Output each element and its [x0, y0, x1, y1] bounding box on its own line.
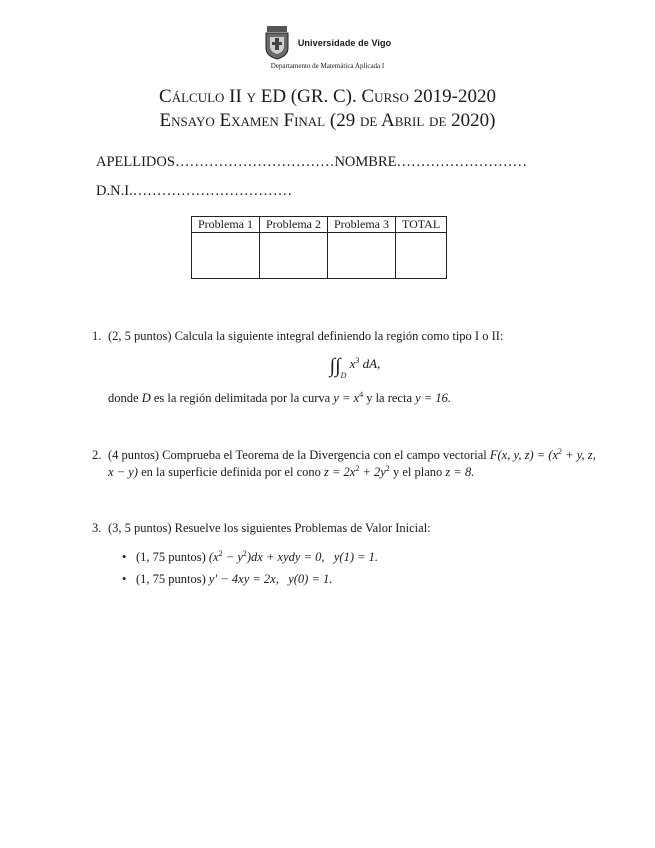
grades-header-problema-3: Problema 3 — [328, 217, 396, 233]
problem-number: 3. — [92, 521, 102, 535]
problem-statement: Resuelve los siguientes Problemas de Valor Inicial: — [174, 521, 431, 535]
score-cell-problema-1 — [192, 233, 260, 279]
problem-2 — [92, 447, 602, 481]
dni-label: D.N.I. — [96, 183, 133, 199]
nombre-label: NOMBRE — [334, 154, 397, 170]
problem-number: 2. — [92, 448, 102, 462]
dni-blank: …………………………… — [132, 183, 293, 199]
double-integral-formula: $\int\int_D$ $x^3$ dA, — [329, 355, 381, 380]
score-cell-problema-2 — [260, 233, 328, 279]
double-integral-symbol: $\int\int_D$ — [329, 355, 347, 380]
problem-points: (2, 5 puntos) — [108, 329, 172, 343]
score-cell-problema-3 — [328, 233, 396, 279]
bullet-icon: • — [122, 550, 127, 564]
nombre-blank: ……………………… — [396, 154, 527, 170]
university-crest-icon — [264, 26, 290, 60]
bullet-icon: • — [122, 572, 127, 586]
department-name: Departamento de Matemática Aplicada I — [270, 62, 385, 70]
problem-3 — [92, 520, 602, 593]
apellidos-blank: …………………………… — [174, 154, 335, 170]
problem-region-description: donde D es la región delimitada por la curva $y = x^4$ y la recta y = 16. — [108, 390, 451, 405]
grades-table — [191, 216, 447, 279]
ivp-list — [108, 549, 602, 588]
list-item: • (1, 75 puntos) $(x^2 - y^2)dx$ + xydy = 0, y(1) = 1. — [122, 549, 379, 564]
grades-header-problema-2: Problema 2 — [260, 217, 328, 233]
grades-header-row — [192, 217, 447, 233]
problem-number: 1. — [92, 329, 102, 343]
problem-statement: Calcula la siguiente integral definiendo la región como tipo I o II: — [174, 329, 504, 343]
grades-header-problema-1: Problema 1 — [192, 217, 260, 233]
name-fields-line — [96, 154, 527, 171]
dni-field-line — [96, 183, 292, 200]
problem-points: (3, 5 puntos) — [108, 521, 172, 535]
problem-statement: (4 puntos) Comprueba el Teorema de la Divergencia con el campo vectorial F(x, y, $z) = (x^2 + y$, z, x − y) en la superficie definida por el cono $z = 2x^2 + 2y^2$ y el plano z = 8. — [108, 447, 596, 479]
exam-title: Cálculo II y ED (GR. C). Curso 2019-2020 — [159, 86, 496, 107]
apellidos-label: APELLIDOS — [96, 154, 175, 170]
grades-score-row — [192, 233, 447, 279]
university-logo-row — [0, 26, 655, 60]
problem-1 — [92, 328, 602, 407]
exam-header — [0, 26, 655, 70]
university-name: Universidade de Vigo — [297, 38, 392, 48]
list-item: • (1, 75 puntos) y′ − 4xy = 2x, y(0) = 1. — [122, 572, 333, 586]
score-cell-total — [396, 233, 447, 279]
grades-header-total: TOTAL — [396, 217, 447, 233]
exam-subtitle: Ensayo Examen Final (29 de Abril de 2020) — [159, 110, 496, 131]
